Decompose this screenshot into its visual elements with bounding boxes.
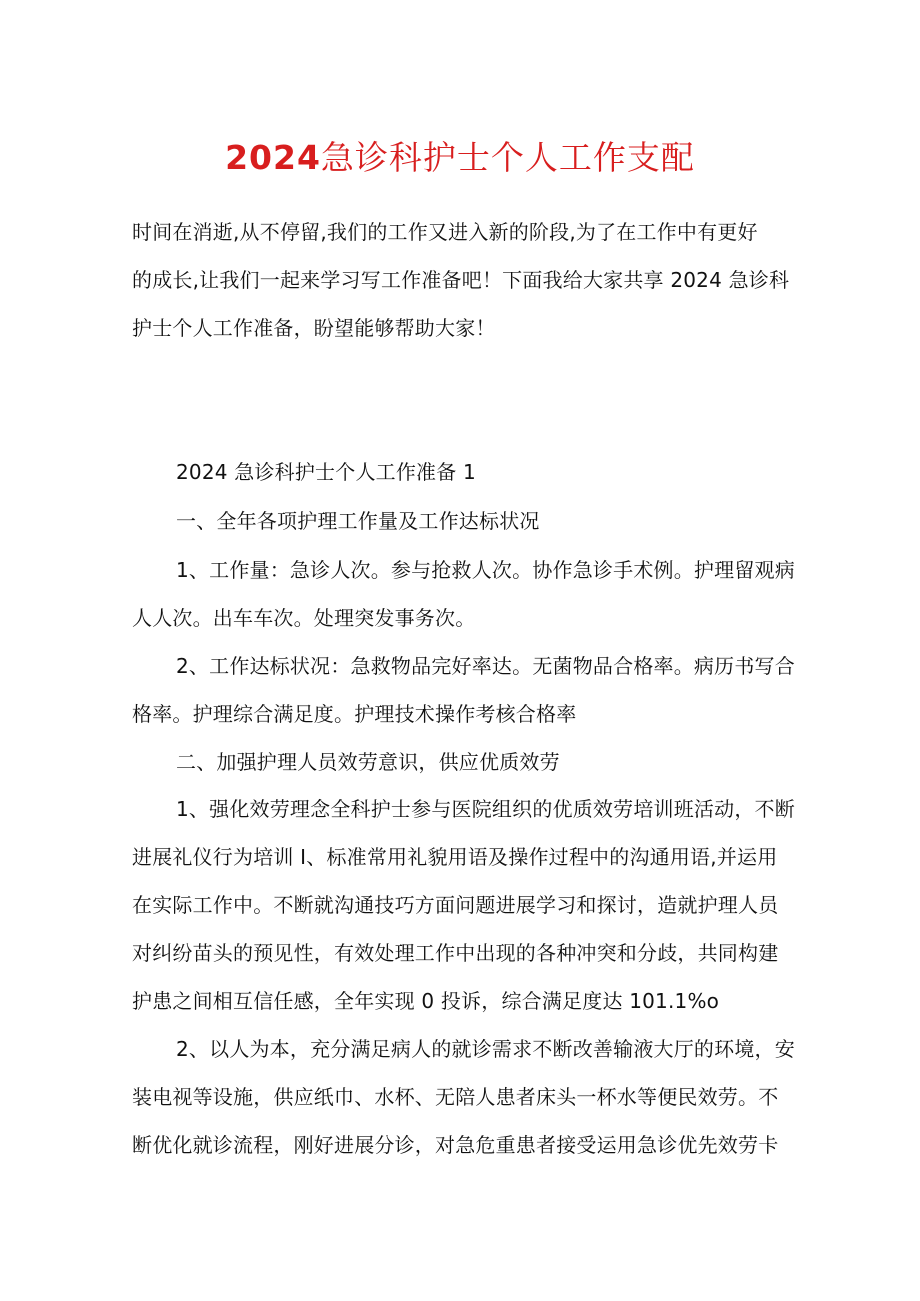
item1-2-line-2: 格率。护理综合满足度。护理技术操作考核合格率 xyxy=(132,702,577,726)
item1-1-line-2: 人人次。出车车次。处理突发事务次。 xyxy=(132,606,476,630)
item2-2-paragraph xyxy=(132,1025,795,1169)
item2-1-line-4: 对纠纷苗头的预见性，有效处理工作中出现的各种冲突和分歧，共同构建 xyxy=(132,941,779,965)
item2-2-line-1: 2、以人为本，充分满足病人的就诊需求不断改善输液大厅的环境，安 xyxy=(176,1037,795,1061)
intro-line-3: 护士个人工作准备，盼望能够帮助大家！ xyxy=(132,316,496,340)
item1-2-paragraph xyxy=(132,642,795,738)
item2-1-line-3: 在实际工作中。不断就沟通技巧方面问题进展学习和探讨，造就护理人员 xyxy=(132,893,779,917)
section-heading xyxy=(132,448,792,496)
title-text: 急诊科护士个人工作支配 xyxy=(320,138,695,177)
title-year: 2024 xyxy=(225,138,321,177)
part2-heading xyxy=(132,738,792,786)
item1-1-line-1: 1、工作量：急诊人次。参与抢救人次。协作急诊手术例。护理留观病 xyxy=(176,558,795,582)
intro-paragraph xyxy=(132,208,792,352)
part1-heading xyxy=(132,497,792,545)
item1-2-line-1: 2、工作达标状况：急救物品完好率达。无菌物品合格率。病历书写合 xyxy=(176,654,795,678)
item2-2-line-2: 装电视等设施，供应纸巾、水杯、无陪人患者床头一杯水等便民效劳。不 xyxy=(132,1085,779,1109)
intro-line-1: 时间在消逝,从不停留,我们的工作又进入新的阶段,为了在工作中有更好 xyxy=(132,220,758,244)
part1-heading-text: 一、全年各项护理工作量及工作达标状况 xyxy=(176,509,540,533)
document-title xyxy=(0,134,920,182)
part2-heading-text: 二、加强护理人员效劳意识，供应优质效劳 xyxy=(176,750,560,774)
intro-line-2: 的成长,让我们一起来学习写工作准备吧！下面我给大家共享 2024 急诊科 xyxy=(132,268,790,292)
section-heading-text: 2024 急诊科护士个人工作准备 1 xyxy=(176,460,476,484)
item1-1-paragraph xyxy=(132,546,795,642)
item2-1-line-5: 护患之间相互信任感，全年实现 0 投诉，综合满足度达 101.1%o xyxy=(132,989,720,1013)
item2-1-line-2: 进展礼仪行为培训 I、标准常用礼貌用语及操作过程中的沟通用语,并运用 xyxy=(132,845,778,869)
item2-1-paragraph xyxy=(132,785,795,1025)
item2-1-line-1: 1、强化效劳理念全科护士参与医院组织的优质效劳培训班活动，不断 xyxy=(176,797,795,821)
item2-2-line-3: 断优化就诊流程，刚好进展分诊，对急危重患者接受运用急诊优先效劳卡 xyxy=(132,1133,779,1157)
